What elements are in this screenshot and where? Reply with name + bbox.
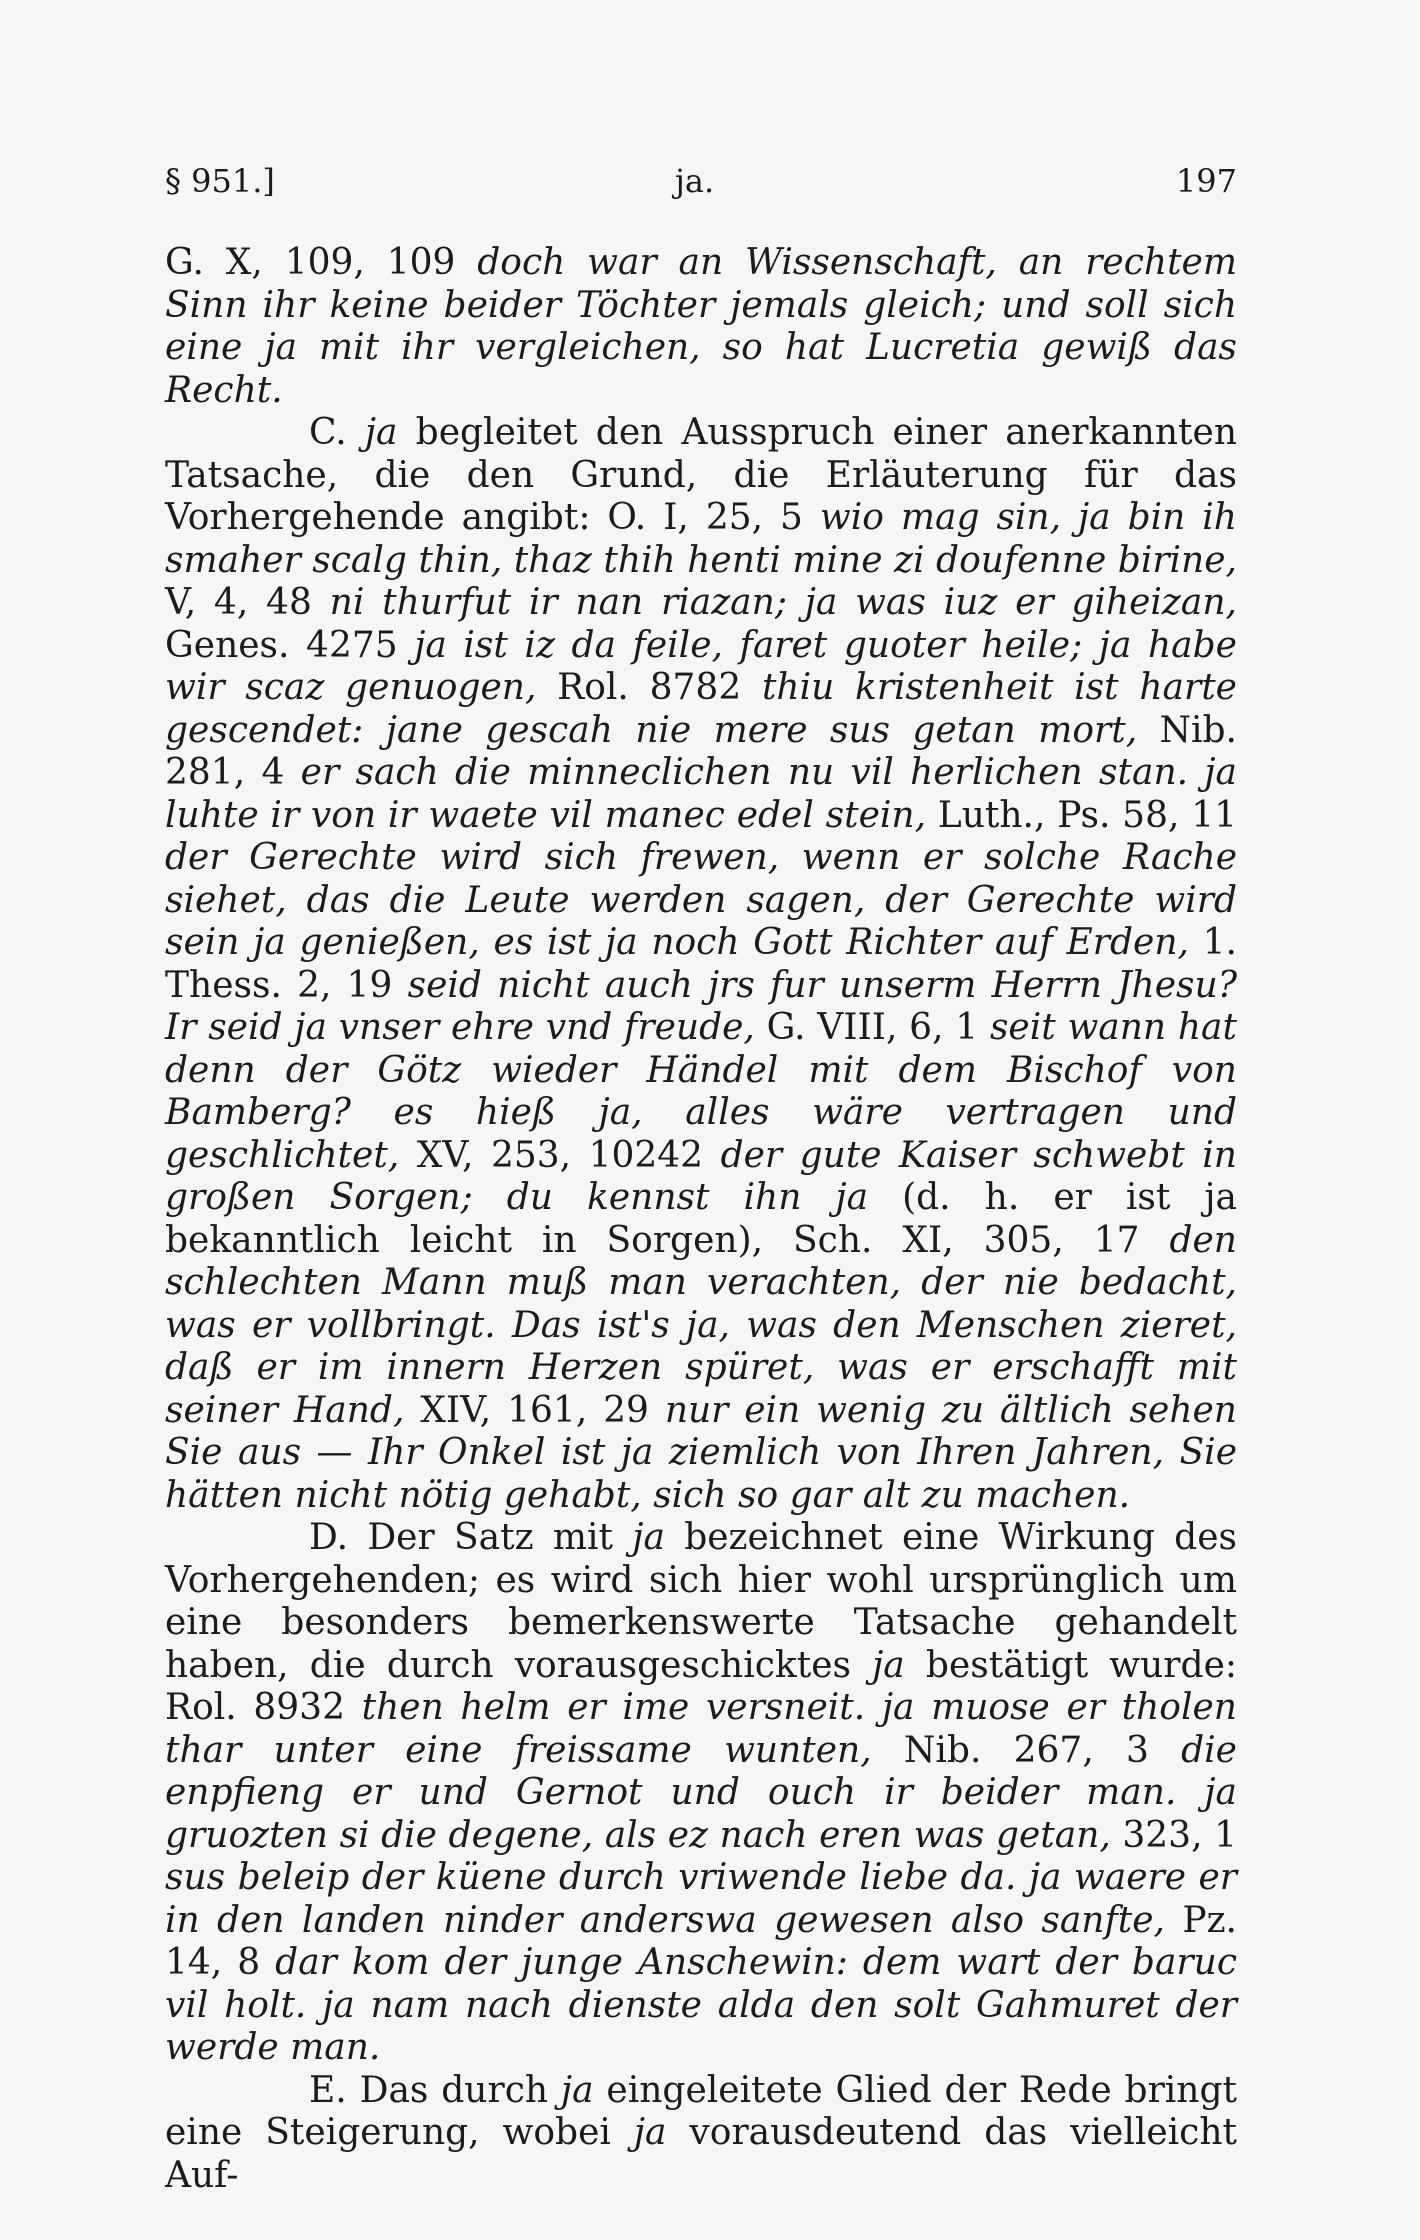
text-run: (d. h. er ist ja bekanntlich leicht in Sorgen), Sch. XI, 305, 17: [165, 1177, 1237, 1261]
text-run: 323, 1: [1110, 1814, 1237, 1856]
quotation-text: ja: [364, 412, 398, 453]
text-run: D. Der Satz mit: [309, 1517, 633, 1558]
text-run: bezeichnet eine Wirkung des Vorhergehenden; es wird sich hier wohl ursprünglich um eine besonders bemerkenswerte Tatsache gehandelt haben, die durch vorausgeschicktes: [165, 1517, 1237, 1686]
quotation-text: der gute Kaiser schwebt in großen Sorgen; du kennst ihn ja: [165, 1134, 1237, 1218]
paragraph: [165, 242, 1237, 412]
quotation-text: ni thurfut ir nan riazan; ja was iuz er giheizan,: [329, 582, 1237, 623]
body-text: [165, 242, 1237, 2197]
text-run: eingeleitete Glied der Rede bringt eine Steigerung, wobei: [165, 2069, 1237, 2153]
running-header: [165, 162, 1237, 208]
text-run: begleitet den Ausspruch einer anerkannten Tatsache, die den Grund, die Erläuterung für das Vorhergehende angibt: O. I, 25, 5: [165, 412, 1238, 538]
text-run: 1. Thess. 2, 19: [165, 922, 1237, 1006]
quotation-text: der Gerechte wird sich frewen, wenn er solche Rache siehet, das die Leute werden sagen, der Gerechte wird sein ja genießen, es ist ja noch Gott Richter auf Erden,: [165, 837, 1237, 963]
running-headword: ja.: [675, 162, 715, 200]
quotation-text: ja: [632, 1517, 665, 1558]
text-run: E. Das durch: [309, 2069, 561, 2111]
quotation-text: seit wann hat denn der Götz wieder Händel mit dem Bischof von Bamberg? es hieß ja, alles wäre vertragen und geschlichtet,: [165, 1007, 1237, 1176]
text-run: bestätigt wurde: Rol. 8932: [165, 1644, 1237, 1728]
quotation-text: sus beleip der küene durch vriwende liebe da. ja waere er in den landen ninder anderswa gewesen also sanfte,: [165, 1857, 1237, 1941]
text-run: Genes. 4275: [165, 624, 415, 666]
text-run: XIV, 161, 29: [404, 1389, 665, 1431]
quotation-text: dar kom der junge Anschewin: dem wart der baruc vil holt. ja nam nach dienste alda den solt Gahmuret der werde man.: [165, 1942, 1237, 2068]
quotation-text: ja: [560, 2069, 594, 2111]
text-run: V, 4, 48: [165, 582, 330, 623]
quotation-text: wio mag sin, ja bin ih smaher scalg thin, thaz thih henti mine zi doufenne birine,: [165, 497, 1237, 581]
text-run: Nib. 281, 4: [165, 709, 1237, 793]
quotation-text: den schlechten Mann muß man verachten, der nie bedacht, was er vollbringt. Das ist's ja, was den Menschen zieret, daß er im innern Herzen spüret, was er erschafft mit seiner Hand,: [165, 1219, 1237, 1431]
paragraph: [165, 2070, 1237, 2198]
section-number: § 951.]: [165, 162, 275, 200]
quotation-text: thiu kristenheit ist harte gescendet: jane gescah nie mere sus getan mort,: [165, 667, 1237, 751]
text-run: C.: [309, 412, 365, 453]
quotation-text: ja ist iz da feile, faret guoter heile; ja habe wir scaz genuogen,: [165, 624, 1237, 708]
quotation-text: ja: [872, 1644, 905, 1686]
text-run: XV, 253, 10242: [399, 1134, 721, 1176]
quotation-text: ja: [633, 2112, 667, 2153]
page-number: 197: [1175, 162, 1237, 200]
quotation-text: seid nicht auch jrs fur unserm Herrn Jhesu? Ir seid ja vnser ehre vnd freude,: [165, 964, 1237, 1048]
text-run: Nib. 267, 3: [871, 1729, 1182, 1771]
quotation-text: er sach die minneclichen nu vil herlichen stan. ja luhte ir von ir waete vil manec edel stein,: [165, 752, 1237, 836]
quotation-text: nur ein wenig zu ältlich sehen Sie aus — Ihr Onkel ist ja ziemlich von Ihren Jahren, Sie hätten nicht nötig gehabt, sich so gar alt zu machen.: [165, 1389, 1237, 1516]
quotation-text: then helm er ime versneit. ja muose er tholen thar unter eine freissame wunten,: [165, 1687, 1237, 1771]
quotation-text: doch war an Wissenschaft, an rechtem Sinn ihr keine beider Töchter jemals gleich; und soll sich eine ja mit ihr vergleichen, so hat Lucretia gewiß das Recht.: [165, 242, 1237, 411]
text-run: G. VIII, 6, 1: [754, 1007, 990, 1048]
paragraph: [165, 412, 1237, 1517]
text-run: G. X, 109, 109: [165, 242, 478, 283]
text-run: Rol. 8782: [536, 667, 762, 708]
quotation-text: die enpfieng er und Gernot und ouch ir beider man. ja gruozten si die degene, als ez nach eren was getan,: [165, 1729, 1237, 1856]
paragraph: [165, 1517, 1237, 2070]
text-run: Luth., Ps. 58, 11: [926, 794, 1237, 836]
text-run: vorausdeutend das vielleicht Auf-: [165, 2112, 1237, 2196]
text-run: Pz. 14, 8: [165, 1899, 1237, 1983]
